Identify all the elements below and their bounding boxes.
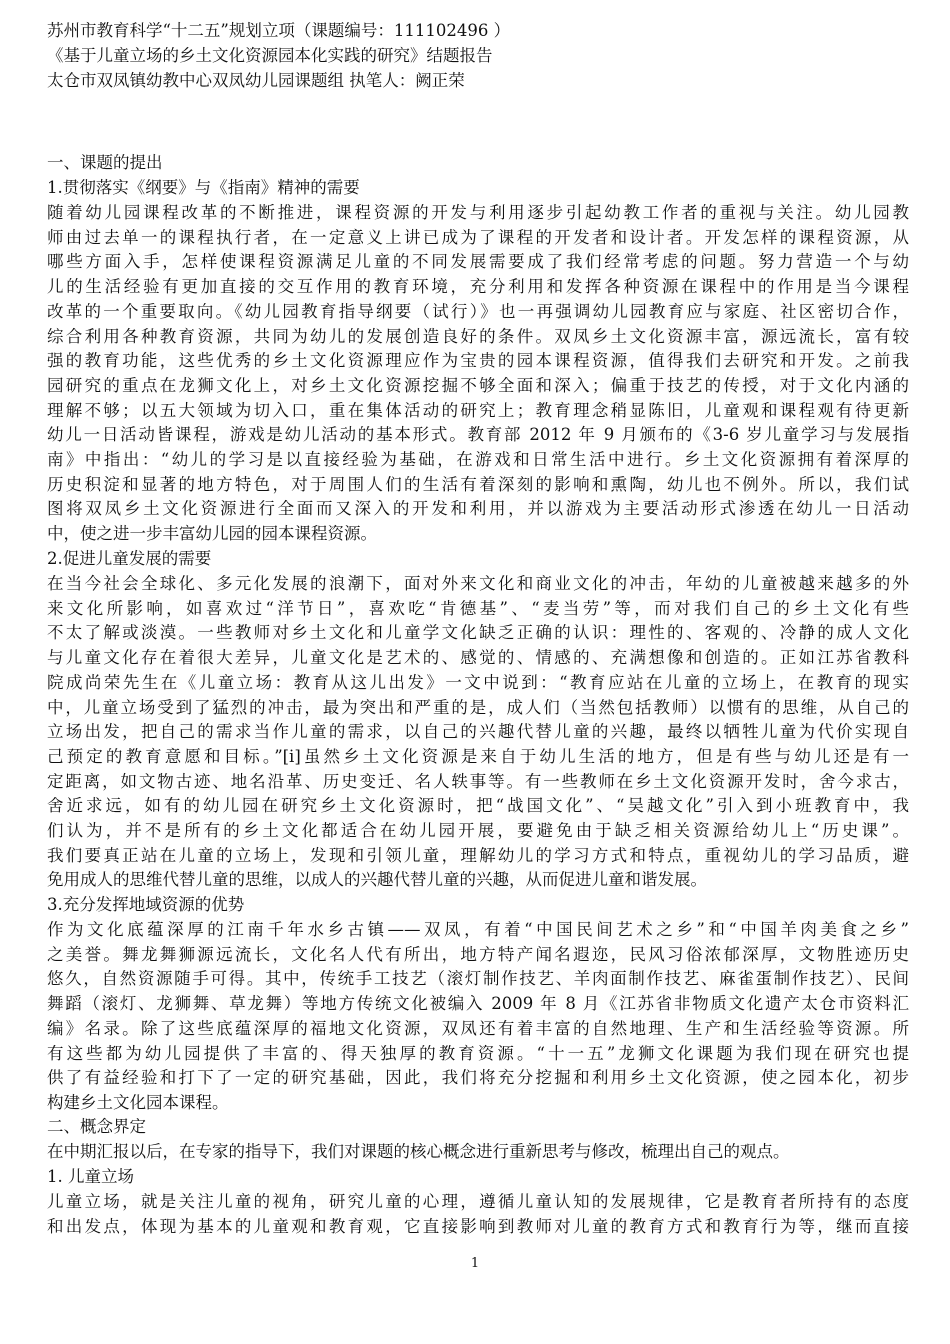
body-text-line: 图将双凤乡土文化资源进行全面而又深入的开发和利用，并以游戏为主要活动形式渗透在幼儿一日活动: [47, 499, 909, 519]
body-text-line: 构建乡土文化园本课程。: [47, 1092, 229, 1112]
body-text-line: 园研究的重点在龙狮文化上，对乡土文化资源挖掘不够全面和深入；偏重于技艺的传授，对于文化内涵的: [47, 375, 909, 395]
body-text-line: 儿的生活经验有更加直接的交互作用的教育环境，充分利用和发挥各种资源在课程中的作用是当今课程: [47, 277, 909, 297]
section-heading: 一、课题的提出: [47, 153, 163, 172]
body-text-line: 们认为，并不是所有的乡土文化都适合在幼儿园开展，要避免由于缺乏相关资源给幼儿上“历史课”。: [47, 821, 909, 840]
body-text-line: 改革的一个重要取向。《幼儿园教育指导纲要（试行）》也一再强调幼儿园教育应与家庭、社区密切合作，: [47, 301, 909, 321]
body-text-line: 儿童立场，就是关注儿童的视角，研究儿童的心理，遵循儿童认知的发展规律，它是教育者所持有的态度: [47, 1192, 909, 1211]
body-text-line: 随着幼儿园课程改革的不断推进，课程资源的开发与利用逐步引起幼教工作者的重视与关注。幼儿园教: [47, 203, 909, 222]
subsection-heading: 1. 儿童立场: [47, 1167, 134, 1186]
body-text-line: 师由过去单一的课程执行者，在一定意义上讲已成为了课程的开发者和设计者。开发怎样的课程资源，从: [47, 227, 909, 247]
subsection-heading: 1.贯彻落实《纲要》与《指南》精神的需要: [47, 178, 360, 197]
section-heading: 二、概念界定: [47, 1117, 146, 1136]
body-text-line: 幼儿一日活动皆课程，游戏是幼儿活动的基本形式。教育部 2012 年 9 月颁布的《3-6 岁儿童学习与发展指: [47, 425, 909, 445]
body-text-line: 供了有益经验和打下了一定的研究基础，因此，我们将充分挖掘和利用乡土文化资源，使之园本化，初步: [47, 1068, 909, 1088]
body-text-line: 哪些方面入手，怎样使课程资源满足儿童的不同发展需要成了我们经常考虑的问题。努力营造一个与幼: [47, 252, 909, 272]
body-text-line: 舍近求远，如有的幼儿园在研究乡土文化资源时，把“战国文化”、“吴越文化”引入到小班教育中，我: [47, 796, 909, 816]
body-text-line: 有这些都为幼儿园提供了丰富的、得天独厚的教育资源。“十一五”龙狮文化课题为我们现在研究也提: [47, 1043, 909, 1063]
body-text-line: 综合利用各种教育资源，共同为幼儿的发展创造良好的条件。双凤乡土文化资源丰富，源远流长，富有较: [47, 326, 909, 346]
body-text-line: 与儿童文化存在着很大差异，儿童文化是艺术的、感觉的、情感的、充满想像和创造的。正如江苏省教科: [47, 648, 909, 668]
body-text-line: 中，儿童立场受到了猛烈的冲击，最为突出和严重的是，成人们（当然包括教师）以惯有的思维，从自己的: [47, 697, 909, 717]
body-text-line: 在中期汇报以后，在专家的指导下，我们对课题的核心概念进行重新思考与修改，梳理出自己的观点。: [47, 1142, 790, 1161]
body-text-line: 免用成人的思维代替儿童的思维，以成人的兴趣代替儿童的兴趣，从而促进儿童和谐发展。: [47, 870, 707, 890]
body-text-line: 己预定的教育意愿和目标。”[i]虽然乡土文化资源是来自于幼儿生活的地方，但是有些与幼儿还是有一: [47, 746, 909, 766]
body-text-line: 历史积淀和显著的地方特色，对于周围人们的生活有着深刻的影响和熏陶，幼儿也不例外。所以，我们试: [47, 474, 909, 494]
subsection-heading: 3.充分发挥地域资源的优势: [47, 895, 245, 914]
body-text-line: 之美誉。舞龙舞狮源远流长，文化名人代有所出，地方特产闻名遐迩，民风习俗浓郁深厚，文物胜迹历史: [47, 944, 909, 964]
body-text-line: 不太了解或淡漠。一些教师对乡土文化和儿童学文化缺乏正确的认识：理性的、客观的、冷静的成人文化: [47, 623, 909, 643]
subsection-heading: 2.促进儿童发展的需要: [47, 549, 212, 568]
body-text-line: 舞蹈（滚灯、龙狮舞、草龙舞）等地方传统文化被编入 2009 年 8 月《江苏省非物质文化遗产太仓市资料汇: [47, 994, 909, 1014]
body-text-line: 立场出发，把自己的需求当作儿童的需求，以自己的兴趣代替儿童的兴趣，最终以牺牲儿童为代价实现自: [47, 722, 909, 742]
page-number: 1: [470, 1256, 480, 1271]
project-registration-line: 苏州市教育科学“十二五”规划立项（课题编号：111102496 ）: [47, 21, 511, 40]
report-title: 《基于儿童立场的乡土文化资源园本化实践的研究》结题报告: [47, 46, 493, 65]
body-text-line: 理解不够；以五大领域为切入口，重在集体活动的研究上；教育理念稍显陈旧，儿童观和课程观有待更新: [47, 400, 909, 420]
body-text-line: 院成尚荣先生在《儿童立场：教育从这儿出发》一文中说到：“教育应站在儿童的立场上，在教育的现实: [47, 672, 909, 692]
body-text-line: 强的教育功能，这些优秀的乡土文化资源理应作为宝贵的园本课程资源，值得我们去研究和开发。之前我: [47, 351, 909, 371]
body-text-line: 我们要真正站在儿童的立场上，发现和引领儿童，理解幼儿的学习方式和特点，重视幼儿的学习品质，避: [47, 845, 909, 865]
body-text-line: 在当今社会全球化、多元化发展的浪潮下，面对外来文化和商业文化的冲击，年幼的儿童被越来越多的外: [47, 574, 909, 593]
body-text-line: 和出发点，体现为基本的儿童观和教育观，它直接影响到教师对儿童的教育方式和教育行为等，继而直接: [47, 1217, 909, 1236]
author-line: 太仓市双凤镇幼教中心双凤幼儿园课题组 执笔人：阙正荣: [47, 71, 465, 90]
body-text-line: 定距离，如文物古迹、地名沿革、历史变迁、名人轶事等。有一些教师在乡土文化资源开发时，舍今求古，: [47, 771, 909, 791]
body-text-line: 中，使之进一步丰富幼儿园的园本课程资源。: [47, 524, 377, 544]
body-text-line: 来文化所影响，如喜欢过“洋节日”，喜欢吃“肯德基”、“麦当劳”等，而对我们自己的乡土文化有些: [47, 598, 909, 618]
body-text-line: 作为文化底蕴深厚的江南千年水乡古镇——双凤，有着“中国民间艺术之乡”和“中国羊肉美食之乡”: [47, 920, 909, 939]
body-text-line: 编》名录。除了这些底蕴深厚的福地文化资源，双凤还有着丰富的自然地理、生产和生活经验等资源。所: [47, 1018, 909, 1038]
body-text-line: 悠久，自然资源随手可得。其中，传统手工技艺（滚灯制作技艺、羊肉面制作技艺、麻雀蛋制作技艺）、民间: [47, 969, 909, 989]
body-text-line: 南》中指出：“幼儿的学习是以直接经验为基础，在游戏和日常生活中进行。乡土文化资源拥有着深厚的: [47, 450, 909, 469]
